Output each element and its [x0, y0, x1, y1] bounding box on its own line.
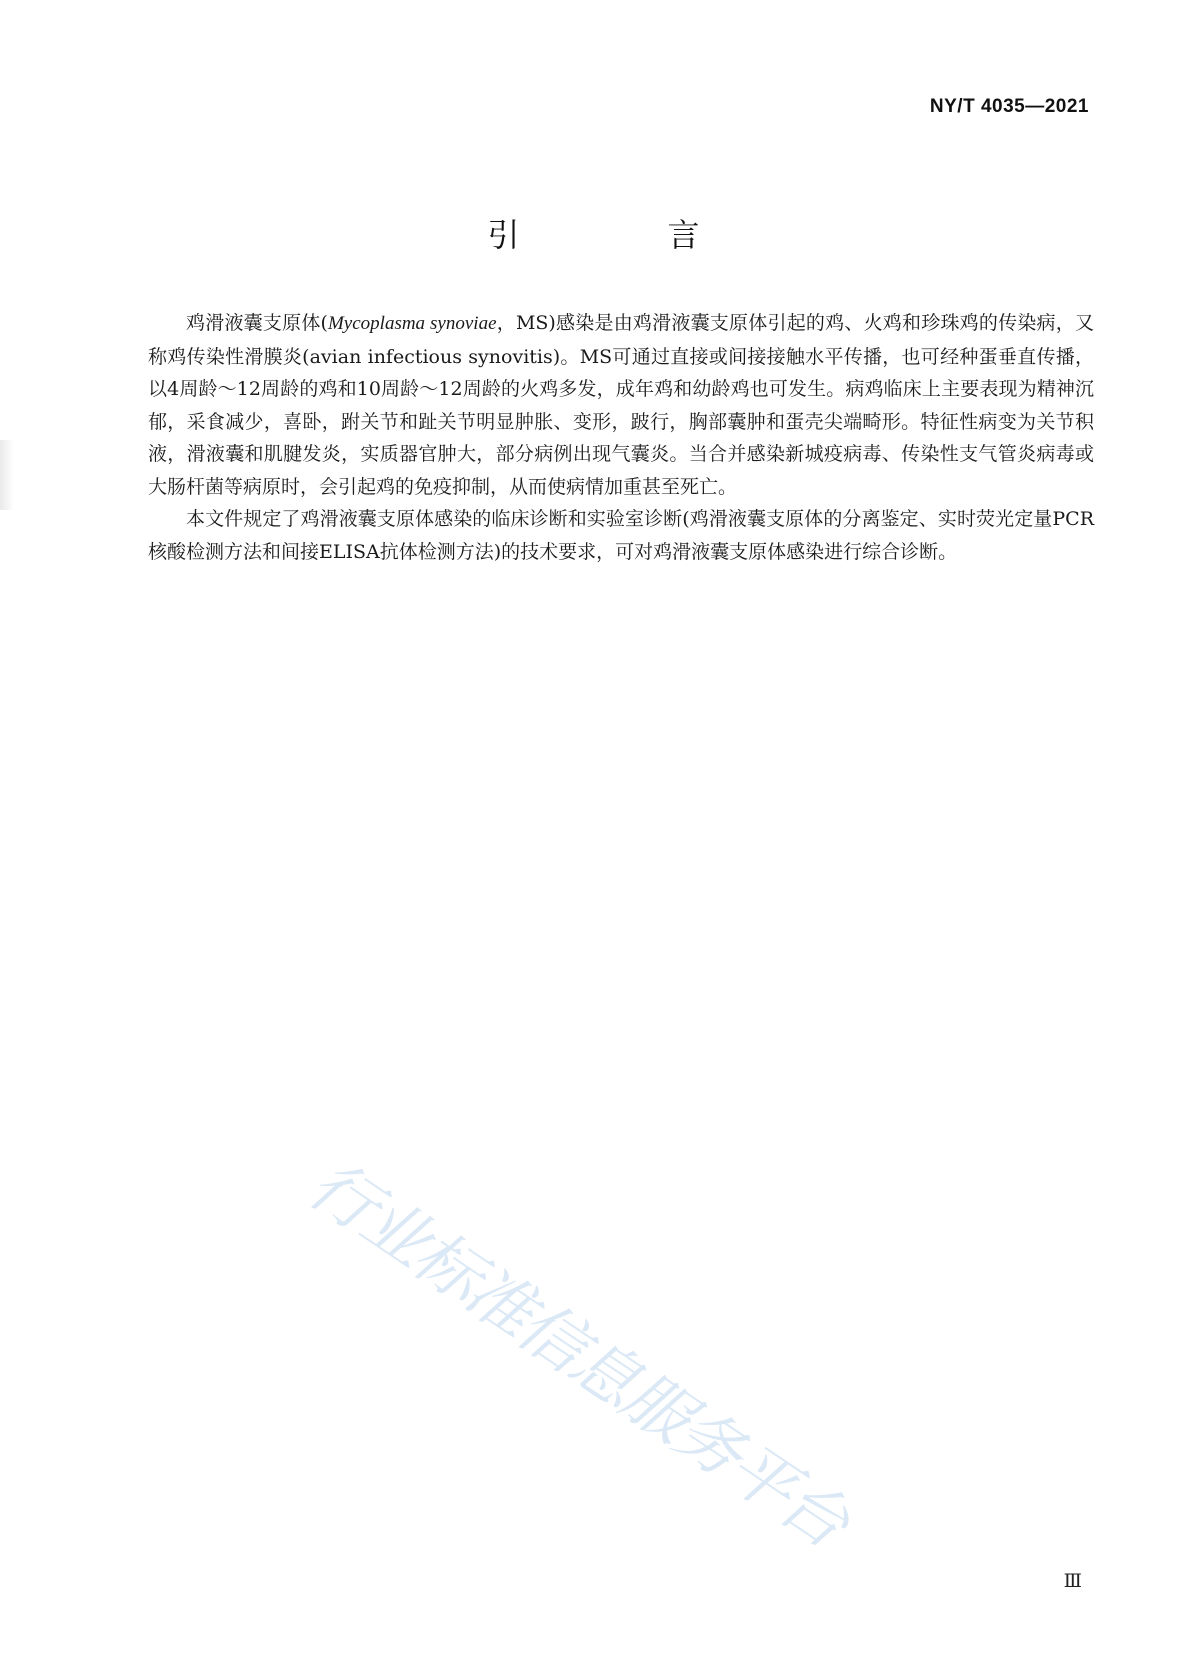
- paragraph-2: 本文件规定了鸡滑液囊支原体感染的临床诊断和实验室诊断(鸡滑液囊支原体的分离鉴定、实时荧光定量PCR核酸检测方法和间接ELISA抗体检测方法)的技术要求，可对鸡滑液囊支原体感染进行综合诊断。: [148, 508, 1094, 563]
- watermark: 行业标准信息服务平台: [295, 1145, 861, 1562]
- body-text: [148, 307, 1094, 568]
- standard-code: NY/T 4035—2021: [929, 96, 1089, 117]
- page-number: Ⅲ: [1063, 1570, 1082, 1592]
- paragraph-1: [148, 307, 1094, 503]
- scan-edge-mark: [0, 440, 14, 510]
- section-title: 引 言: [487, 216, 758, 254]
- species-name-italic: Mycoplasma synoviae: [327, 313, 497, 334]
- paragraph-1-lead: 鸡滑液囊支原体(: [186, 312, 328, 334]
- paragraph-1-rest: ，MS)感染是由鸡滑液囊支原体引起的鸡、火鸡和珍珠鸡的传染病，又称鸡传染性滑膜炎(avian infectious synovitis)。MS可通过直接或间接接触水平传播，也可经种蛋垂直传播，以4周龄～12周龄的鸡和10周龄～12周龄的火鸡多发，成年鸡和幼龄鸡也可发生。病鸡临床上主要表现为精神沉郁，采食减少，喜卧，跗关节和趾关节明显肿胀、变形，跛行，胸部囊肿和蛋壳尖端畸形。特征性病变为关节积液，滑液囊和肌腱发炎，实质器官肿大，部分病例出现气囊炎。当合并感染新城疫病毒、传染性支气管炎病毒或大肠杆菌等病原时，会引起鸡的免疫抑制，从而使病情加重甚至死亡。: [148, 312, 1094, 498]
